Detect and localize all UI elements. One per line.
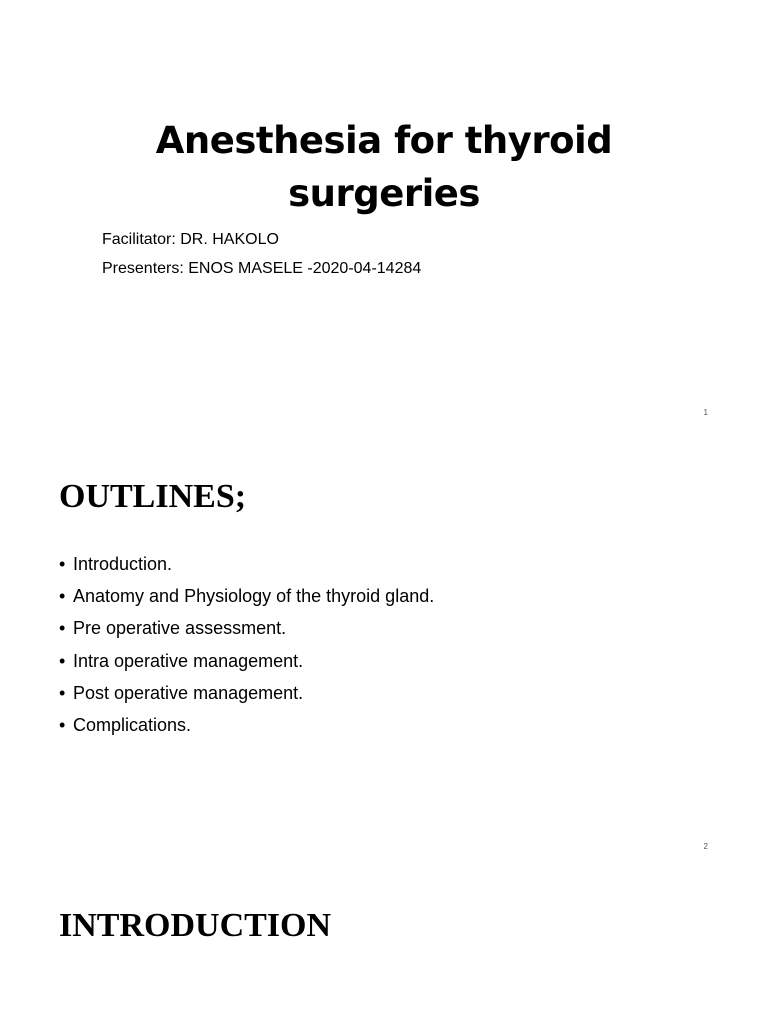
slide-number: 1	[703, 408, 708, 417]
presentation-title	[0, 114, 768, 220]
list-item-text: Anatomy and Physiology of the thyroid gland.	[73, 586, 435, 607]
list-item-text: Pre operative assessment.	[73, 618, 287, 639]
list-item-text: Post operative management.	[73, 682, 304, 703]
facilitator-text: Facilitator: DR. HAKOLO	[102, 231, 279, 248]
list-item-text: Complications.	[73, 714, 192, 735]
introduction-heading: INTRODUCTION	[59, 907, 332, 944]
title-line-2: surgeries	[288, 172, 480, 215]
list-item-text: Introduction.	[73, 554, 173, 574]
bullet-icon: •	[59, 586, 66, 607]
list-item	[59, 612, 434, 644]
title-line-1: Anesthesia for thyroid	[155, 119, 613, 162]
presenters-text: Presenters: ENOS MASELE -2020-04-14284	[102, 260, 422, 277]
bullet-icon: •	[59, 682, 66, 703]
list-item	[59, 677, 434, 709]
list-item	[59, 709, 434, 741]
slide-number: 2	[703, 842, 708, 851]
outline-list	[59, 548, 434, 741]
list-item-text: Intra operative management.	[73, 650, 304, 671]
bullet-icon: •	[59, 618, 66, 639]
list-item	[59, 645, 434, 677]
slide-outlines	[0, 432, 768, 864]
list-item	[59, 548, 434, 580]
slide-title	[0, 0, 768, 432]
slide-introduction	[0, 864, 768, 1024]
bullet-icon: •	[59, 554, 66, 574]
bullet-icon: •	[59, 650, 66, 671]
list-item	[59, 580, 434, 612]
bullet-icon: •	[59, 714, 66, 735]
outlines-heading: OUTLINES;	[59, 478, 247, 515]
